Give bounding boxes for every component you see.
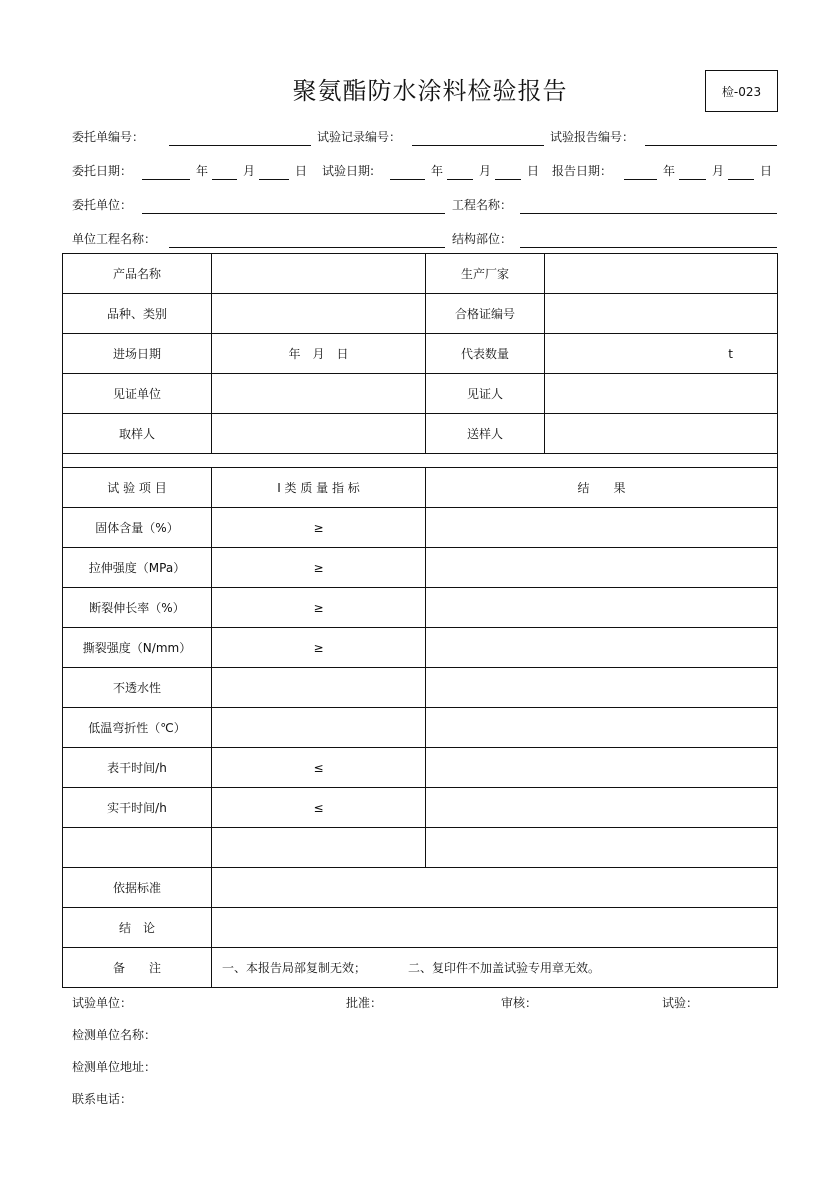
approve-label: 批准： (346, 996, 383, 1010)
basis-row-label: 依据标准 (63, 868, 212, 908)
field-label: 见证单位 (63, 374, 212, 414)
structure-label: 结构部位： (452, 232, 513, 246)
result-cell[interactable] (426, 788, 778, 828)
form-code: 检-023 (705, 70, 778, 112)
header-quality-index: I 类 质 量 指 标 (212, 468, 426, 508)
quality-index: ≥ (212, 628, 426, 668)
result-cell[interactable] (426, 548, 778, 588)
test-item: 断裂伸长率（%） (63, 588, 212, 628)
field-value[interactable] (545, 414, 778, 454)
field-value[interactable] (545, 294, 778, 334)
field-label: 取样人 (63, 414, 212, 454)
test-item: 低温弯折性（℃） (63, 708, 212, 748)
table-row (63, 588, 778, 628)
result-cell[interactable] (426, 628, 778, 668)
field-value[interactable] (212, 254, 426, 294)
result-cell[interactable] (426, 708, 778, 748)
field-label: 产品名称 (63, 254, 212, 294)
quality-index: ≥ (212, 588, 426, 628)
result-cell[interactable] (426, 508, 778, 548)
remark-row (63, 948, 778, 988)
quality-index (212, 828, 426, 868)
table-row (63, 828, 778, 868)
record-no-field[interactable] (412, 145, 544, 146)
conclusion-row (63, 908, 778, 948)
year-label: 年 (431, 164, 444, 178)
month-label: 月 (712, 164, 725, 178)
table-row (63, 788, 778, 828)
header-result: 结 果 (426, 468, 778, 508)
day-label: 日 (295, 164, 308, 178)
test-table (62, 467, 778, 988)
test-year-field[interactable] (390, 179, 425, 180)
conclusion-row-label: 结 论 (63, 908, 212, 948)
field-value[interactable]: t (545, 334, 778, 374)
commission-no-label: 委托单编号： (72, 130, 145, 144)
field-label: 送样人 (426, 414, 545, 454)
commission-no-field[interactable] (169, 145, 311, 146)
day-label: 日 (527, 164, 540, 178)
test-unit-label: 试验单位： (72, 996, 133, 1010)
unit-project-label: 单位工程名称： (72, 232, 157, 246)
test-item: 表干时间/h (63, 748, 212, 788)
info-table (62, 253, 778, 454)
client-label: 委托单位： (72, 198, 133, 212)
table-row (63, 748, 778, 788)
table-row (63, 628, 778, 668)
report-month-field[interactable] (679, 179, 706, 180)
field-value[interactable] (212, 374, 426, 414)
info-row (63, 414, 778, 454)
result-cell[interactable] (426, 748, 778, 788)
quality-index (212, 708, 426, 748)
report-year-field[interactable] (624, 179, 657, 180)
field-value[interactable]: 年 月 日 (212, 334, 426, 374)
info-row (63, 254, 778, 294)
month-label: 月 (479, 164, 492, 178)
test-item: 撕裂强度（N/mm） (63, 628, 212, 668)
remark-row-label: 备 注 (63, 948, 212, 988)
result-cell[interactable] (426, 668, 778, 708)
phone-label: 联系电话： (72, 1092, 133, 1106)
page-title: 聚氨酯防水涂料检验报告 (292, 77, 568, 105)
table-row (63, 668, 778, 708)
project-field[interactable] (520, 213, 777, 214)
year-label: 年 (196, 164, 209, 178)
quality-index: ≥ (212, 508, 426, 548)
test-day-field[interactable] (495, 179, 521, 180)
field-label: 进场日期 (63, 334, 212, 374)
quality-index: ≤ (212, 788, 426, 828)
project-label: 工程名称： (452, 198, 513, 212)
month-label: 月 (243, 164, 256, 178)
field-label: 品种、类别 (63, 294, 212, 334)
info-row (63, 334, 778, 374)
report-date-label: 报告日期： (552, 164, 613, 178)
record-no-label: 试验记录编号： (317, 130, 402, 144)
commission-day-field[interactable] (259, 179, 289, 180)
field-label: 生产厂家 (426, 254, 545, 294)
report-day-field[interactable] (728, 179, 754, 180)
remark-row-value: 一、本报告局部复制无效； 二、复印件不加盖试验专用章无效。 (212, 948, 778, 988)
year-label: 年 (663, 164, 676, 178)
test-item: 不透水性 (63, 668, 212, 708)
result-cell[interactable] (426, 588, 778, 628)
structure-field[interactable] (520, 247, 777, 248)
table-header-row (63, 468, 778, 508)
field-label: 合格证编号 (426, 294, 545, 334)
table-row (63, 548, 778, 588)
client-field[interactable] (142, 213, 445, 214)
conclusion-row-value[interactable] (212, 908, 778, 948)
info-row (63, 374, 778, 414)
field-label: 见证人 (426, 374, 545, 414)
review-label: 审核： (501, 996, 538, 1010)
table-spacer (62, 453, 778, 467)
test-item: 固体含量（%） (63, 508, 212, 548)
tester-label: 试验： (662, 996, 699, 1010)
quality-index: ≥ (212, 548, 426, 588)
test-item (63, 828, 212, 868)
info-row (63, 294, 778, 334)
header-test-item: 试 验 项 目 (63, 468, 212, 508)
field-value[interactable] (545, 374, 778, 414)
test-month-field[interactable] (447, 179, 473, 180)
field-value[interactable] (212, 414, 426, 454)
field-label: 代表数量 (426, 334, 545, 374)
field-value[interactable] (545, 254, 778, 294)
table-row (63, 508, 778, 548)
result-cell[interactable] (426, 828, 778, 868)
basis-row-value[interactable] (212, 868, 778, 908)
test-date-label: 试验日期: (322, 164, 375, 178)
field-value[interactable] (212, 294, 426, 334)
quality-index (212, 668, 426, 708)
table-row (63, 708, 778, 748)
day-label: 日 (760, 164, 773, 178)
basis-row (63, 868, 778, 908)
test-item: 拉伸强度（MPa） (63, 548, 212, 588)
lab-address-label: 检测单位地址： (72, 1060, 157, 1074)
commission-date-label: 委托日期： (72, 164, 133, 178)
quality-index: ≤ (212, 748, 426, 788)
commission-month-field[interactable] (212, 179, 237, 180)
lab-name-label: 检测单位名称： (72, 1028, 157, 1042)
report-no-field[interactable] (645, 145, 777, 146)
unit-project-field[interactable] (169, 247, 445, 248)
report-no-label: 试验报告编号： (550, 130, 635, 144)
test-item: 实干时间/h (63, 788, 212, 828)
commission-year-field[interactable] (142, 179, 190, 180)
